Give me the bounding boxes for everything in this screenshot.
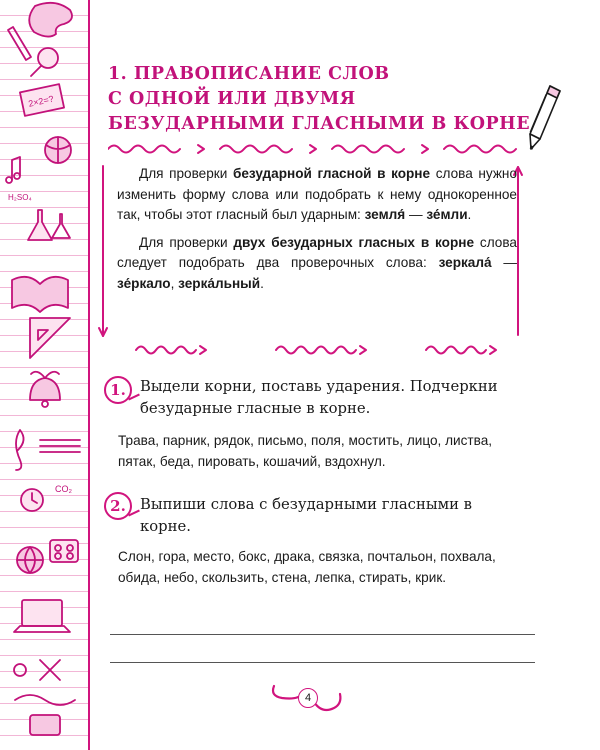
school-doodles-margin bbox=[0, 0, 90, 750]
svg-text:H₂SO₄: H₂SO₄ bbox=[8, 193, 32, 202]
exercise-2-number: 2. bbox=[104, 492, 132, 520]
svg-text:CO₂: CO₂ bbox=[55, 484, 72, 494]
title-line-2: С ОДНОЙ ИЛИ ДВУМЯ bbox=[108, 89, 356, 109]
page-number: 4 bbox=[298, 688, 318, 708]
title-line-1: 1. ПРАВОПИСАНИЕ СЛОВ bbox=[108, 64, 390, 84]
page-number-area bbox=[268, 680, 348, 720]
exercise-1-words: Трава, парник, рядок, письмо, поля, мостить, лицо, листва, пятак, беда, пировать, кошачий, вздохнул. bbox=[118, 433, 493, 469]
pencil-icon bbox=[526, 82, 566, 152]
top-wave-divider bbox=[108, 140, 528, 158]
exercise-1-task: Выдели корни, поставь ударения. Подчеркни безударные гласные в корне. bbox=[140, 378, 498, 417]
svg-text:2×2=?: 2×2=? bbox=[27, 93, 55, 109]
exercise-1-number: 1. bbox=[104, 376, 132, 404]
exercise-2-words: Слон, гора, место, бокс, драка, связка, почтальон, похвала, обида, небо, скользить, стена, лепка, стирать, крик. bbox=[118, 549, 496, 585]
writing-line bbox=[110, 634, 535, 635]
writing-line bbox=[110, 662, 535, 663]
exercise-2-task: Выпиши слова с безударными гласными в корне. bbox=[140, 496, 473, 535]
rule-paragraph-2: Для проверки двух безударных гласных в корне слова следует подобрать два проверочных слова: зеркала́ — зе́ркало, зерка́льный. bbox=[117, 234, 517, 291]
rule-text bbox=[117, 164, 517, 301]
page-title bbox=[108, 62, 531, 137]
rule-paragraph-1: Для проверки безударной гласной в корне слова нужно изменить форму слова или подобрать к нему однокоренное так, чтобы этот гласный был ударным: земля́ — зе́мли. bbox=[117, 166, 517, 222]
title-line-3: БЕЗУДАРНЫМИ ГЛАСНЫМИ В КОРНЕ bbox=[108, 114, 531, 134]
